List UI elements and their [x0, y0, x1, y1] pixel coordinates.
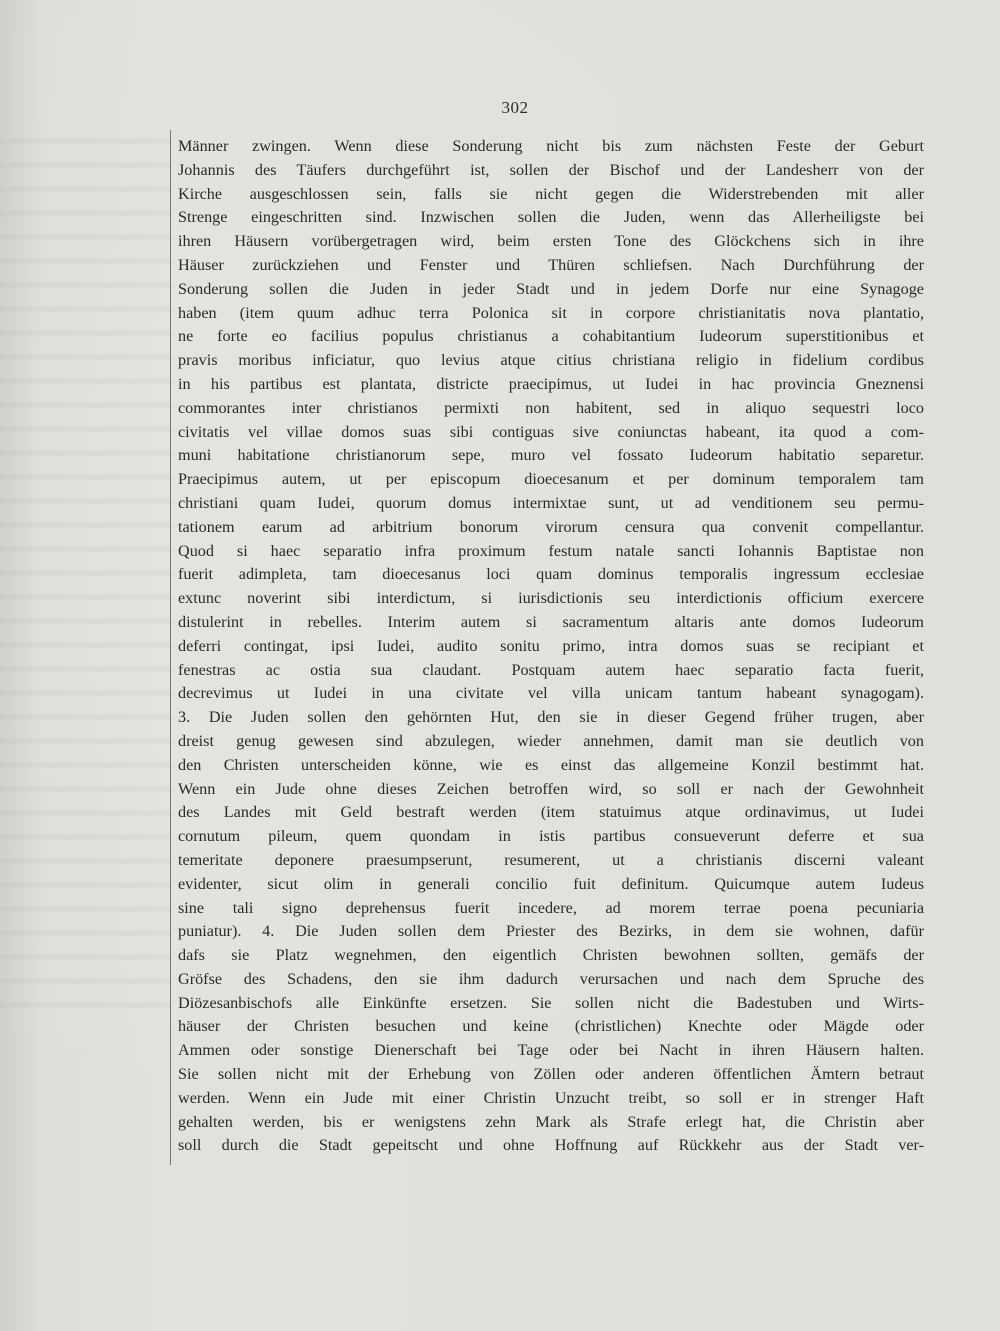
text-line: Kirche ausgeschlossen sein, falls sie nicht gegen die Widerstrebenden mit aller — [178, 184, 924, 203]
margin-rule — [170, 130, 171, 1165]
text-line: Männer zwingen. Wenn diese Sonderung nicht bis zum nächsten Feste der Geburt — [178, 137, 924, 155]
text-line: sine tali signo deprehensus fuerit incedere, ad morem terrae poena pecuniaria — [178, 898, 924, 917]
text-line: temeritate deponere praesumpserunt, resumerent, ut a christianis discerni valeant — [178, 850, 924, 869]
page-number: 302 — [501, 98, 529, 117]
text-line: Gröfse des Schadens, den sie ihm dadurch verursachen und nach dem Spruche des — [178, 969, 924, 988]
text-line: pravis moribus inficiatur, quo levius atque citius christiana religio in fidelium cordibus — [178, 351, 924, 370]
text-line: haben (item quum adhuc terra Polonica sit in corpore christianitatis nova plantatio, — [178, 303, 924, 322]
text-line: in his partibus est plantata, districte praecipimus, ut Iudei in hac provincia Gneznensi — [178, 374, 924, 393]
text-line: werden. Wenn ein Jude mit einer Christin Unzucht treibt, so soll er in strenger Haft — [178, 1088, 924, 1107]
text-line: Sonderung sollen die Juden in jeder Stadt und in jedem Dorfe nur eine Synagoge — [178, 279, 924, 298]
text-line: evidenter, sicut olim in generali concilio fuit definitum. Quicumque autem Iudeus — [178, 874, 924, 893]
text-line: dafs sie Platz wegnehmen, den eigentlich Christen bewohnen sollten, gemäfs der — [178, 946, 924, 965]
text-line: dreist genug gewesen sind abzulegen, wieder annehmen, damit man sie deutlich von — [178, 731, 924, 750]
text-line: Wenn ein Jude ohne dieses Zeichen betroffen wird, so soll er nach der Gewohnheit — [178, 779, 924, 798]
text-line: christiani quam Iudei, quorum domus intermixtae sunt, ut ad venditionem seu permu- — [178, 493, 924, 512]
text-line: cornutum pileum, quem quondam in istis partibus consueverunt deferre et sua — [178, 827, 924, 846]
show-through-text — [0, 120, 170, 1020]
text-line: deferri contingat, ipsi Iudei, audito sonitu primo, intra domos suas se recipiant et — [178, 636, 924, 655]
text-line: extunc noverint sibi interdictum, si iurisdictionis seu interdictionis officium exercere — [178, 589, 924, 608]
text-line: decrevimus ut Iudei in una civitate vel villa unicam tantum habeant synagogam). — [178, 684, 924, 703]
text-line: gehalten werden, bis er wenigstens zehn Mark als Strafe erlegt hat, die Christin aber — [178, 1112, 924, 1131]
text-line: puniatur). 4. Die Juden sollen dem Priester des Bezirks, in dem sie wohnen, dafür — [178, 922, 924, 941]
text-line: civitatis vel villae domos suas sibi contiguas sive coniunctas habeant, ita quod a com- — [178, 422, 924, 441]
text-line: muni habitatione christianorum sepe, muro vel fossato Iudeorum habitatio separetur. — [178, 446, 924, 465]
body-text — [178, 135, 924, 1158]
text-line: 3. Die Juden sollen den gehörnten Hut, den sie in dieser Gegend früher trugen, aber — [178, 708, 924, 727]
text-line: Johannis des Täufers durchgeführt ist, sollen der Bischof und der Landesherr von der — [178, 160, 924, 179]
text-line: Ammen oder sonstige Dienerschaft bei Tage oder bei Nacht in ihren Häusern halten. — [178, 1041, 924, 1060]
text-line: commorantes inter christianos permixti non habitent, sed in aliquo sequestri loco — [178, 398, 924, 417]
text-line: Sie sollen nicht mit der Erhebung von Zöllen oder anderen öffentlichen Ämtern betraut — [178, 1065, 924, 1084]
text-line: ne forte eo facilius populus christianus a cohabitantium Iudeorum superstitionibus et — [178, 327, 924, 346]
text-line: häuser der Christen besuchen und keine (christlichen) Knechte oder Mägde oder — [178, 1017, 924, 1036]
text-line: des Landes mit Geld bestraft werden (item statuimus atque ordinavimus, ut Iudei — [178, 803, 924, 822]
text-line: fenestras ac ostia sua claudant. Postquam autem haec separatio facta fuerit, — [178, 660, 924, 679]
text-line: Diözesanbischofs alle Einkünfte ersetzen. Sie sollen nicht die Badestuben und Wirts- — [178, 993, 924, 1012]
text-line: Praecipimus autem, ut per episcopum dioecesanum et per dominum temporalem tam — [178, 470, 924, 489]
text-line: soll durch die Stadt gepeitscht und ohne Hoffnung auf Rückkehr aus der Stadt ver- — [178, 1136, 924, 1155]
text-line: tationem earum ad arbitrium bonorum virorum censura qua convenit compellantur. — [178, 517, 924, 536]
text-line: Strenge eingeschritten sind. Inzwischen sollen die Juden, wenn das Allerheiligste bei — [178, 208, 924, 227]
text-line: Quod si haec separatio infra proximum festum natale sancti Iohannis Baptistae non — [178, 541, 924, 560]
text-line: Häuser zurückziehen und Fenster und Thüren schliefsen. Nach Durchführung der — [178, 255, 924, 274]
text-line: distulerint in rebelles. Interim autem si sacramentum altaris ante domos Iudeorum — [178, 612, 924, 631]
text-line: ihren Häusern vorübergetragen wird, beim ersten Tone des Glöckchens sich in ihre — [178, 232, 924, 251]
text-line: fuerit adimpleta, tam dioecesanus loci quam dominus temporalis ingressum ecclesiae — [178, 565, 924, 584]
text-line: den Christen unterscheiden könne, wie es einst das allgemeine Konzil bestimmt hat. — [178, 755, 924, 774]
